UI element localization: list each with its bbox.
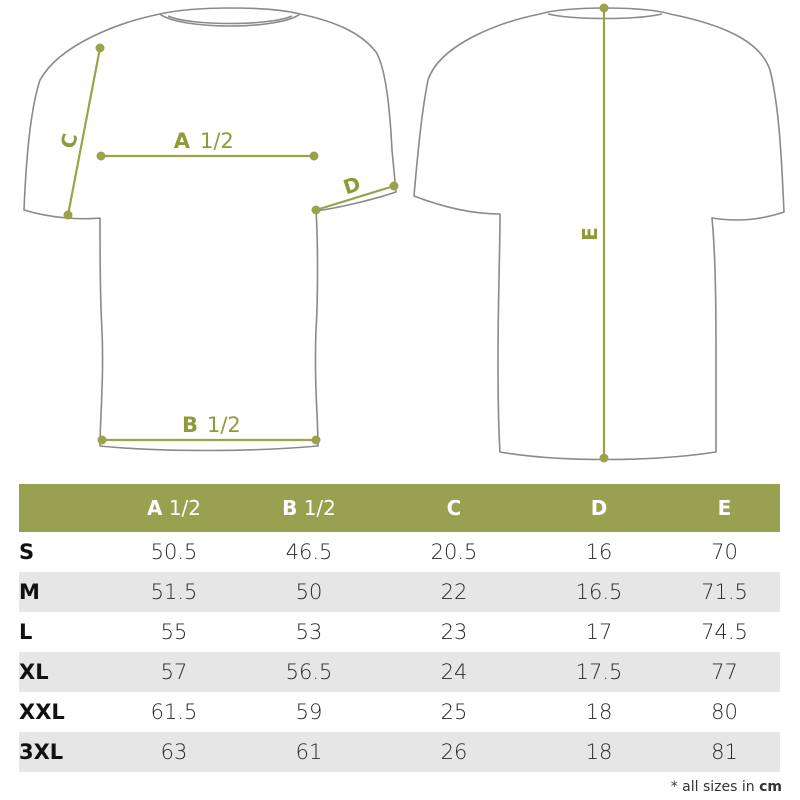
measurement-cell: 81 — [711, 740, 738, 764]
measurement-cell: 18 — [585, 740, 613, 764]
table-body — [19, 532, 780, 772]
measurement-cell: 46.5 — [285, 540, 333, 564]
label-d: D — [340, 171, 364, 200]
units-footnote: * all sizes in cm — [670, 779, 782, 795]
measurement-cell: 53 — [295, 620, 323, 644]
header-cell-e: E — [717, 496, 732, 520]
size-label: M — [19, 580, 40, 604]
measurement-cell: 17.5 — [575, 660, 623, 684]
measurement-cell: 71.5 — [701, 580, 748, 604]
measurement-cell: 77 — [711, 660, 738, 684]
label-c: C — [56, 131, 83, 151]
measurement-cell: 24 — [440, 660, 468, 684]
label-b: B — [181, 413, 198, 437]
header-cell-b: B 1/2 — [282, 496, 336, 520]
size-label: L — [19, 620, 33, 644]
table-header — [19, 484, 780, 532]
measurement-cell: 22 — [440, 580, 468, 604]
measurement-cell: 55 — [160, 620, 188, 644]
header-cell-d: D — [590, 496, 608, 520]
label-a: A — [173, 129, 190, 153]
measurement-cell: 16.5 — [575, 580, 623, 604]
header-cell-a: A 1/2 — [146, 496, 202, 520]
measurement-cell: 17 — [585, 620, 613, 644]
label-e: E — [578, 227, 602, 241]
measurement-cell: 25 — [440, 700, 468, 724]
measurement-cell: 74.5 — [701, 620, 748, 644]
table-row — [19, 732, 780, 772]
table-row — [19, 572, 780, 612]
measurement-cell: 20.5 — [430, 540, 478, 564]
measurement-cell: 57 — [160, 660, 188, 684]
measurement-cell: 26 — [440, 740, 468, 764]
measurement-cell: 61 — [295, 740, 323, 764]
size-chart-table — [19, 484, 780, 772]
measurement-cell: 50 — [295, 580, 323, 604]
measurement-cell: 61.5 — [150, 700, 198, 724]
table-row — [19, 692, 780, 732]
measurement-cell: 23 — [440, 620, 468, 644]
measurement-cell: 18 — [585, 700, 613, 724]
table-row — [19, 612, 780, 652]
size-label: 3XL — [19, 740, 64, 764]
measurement-cell: 50.5 — [150, 540, 198, 564]
measurement-cell: 59 — [295, 700, 323, 724]
measurement-cell: 56.5 — [285, 660, 333, 684]
measurement-cell: 63 — [160, 740, 188, 764]
size-label: XXL — [19, 700, 65, 724]
table-row — [19, 652, 780, 692]
table-row — [19, 532, 780, 572]
size-label: S — [19, 540, 35, 564]
label-b-suffix: 1/2 — [207, 413, 241, 437]
measurement-cell: 80 — [711, 700, 738, 724]
shirt-front — [24, 8, 396, 451]
size-label: XL — [19, 660, 49, 684]
measurement-cell: 51.5 — [150, 580, 198, 604]
measurement-cell: 70 — [711, 540, 738, 564]
label-a-suffix: 1/2 — [200, 129, 234, 153]
header-cell-c: C — [446, 496, 462, 520]
measurement-cell: 16 — [585, 540, 613, 564]
